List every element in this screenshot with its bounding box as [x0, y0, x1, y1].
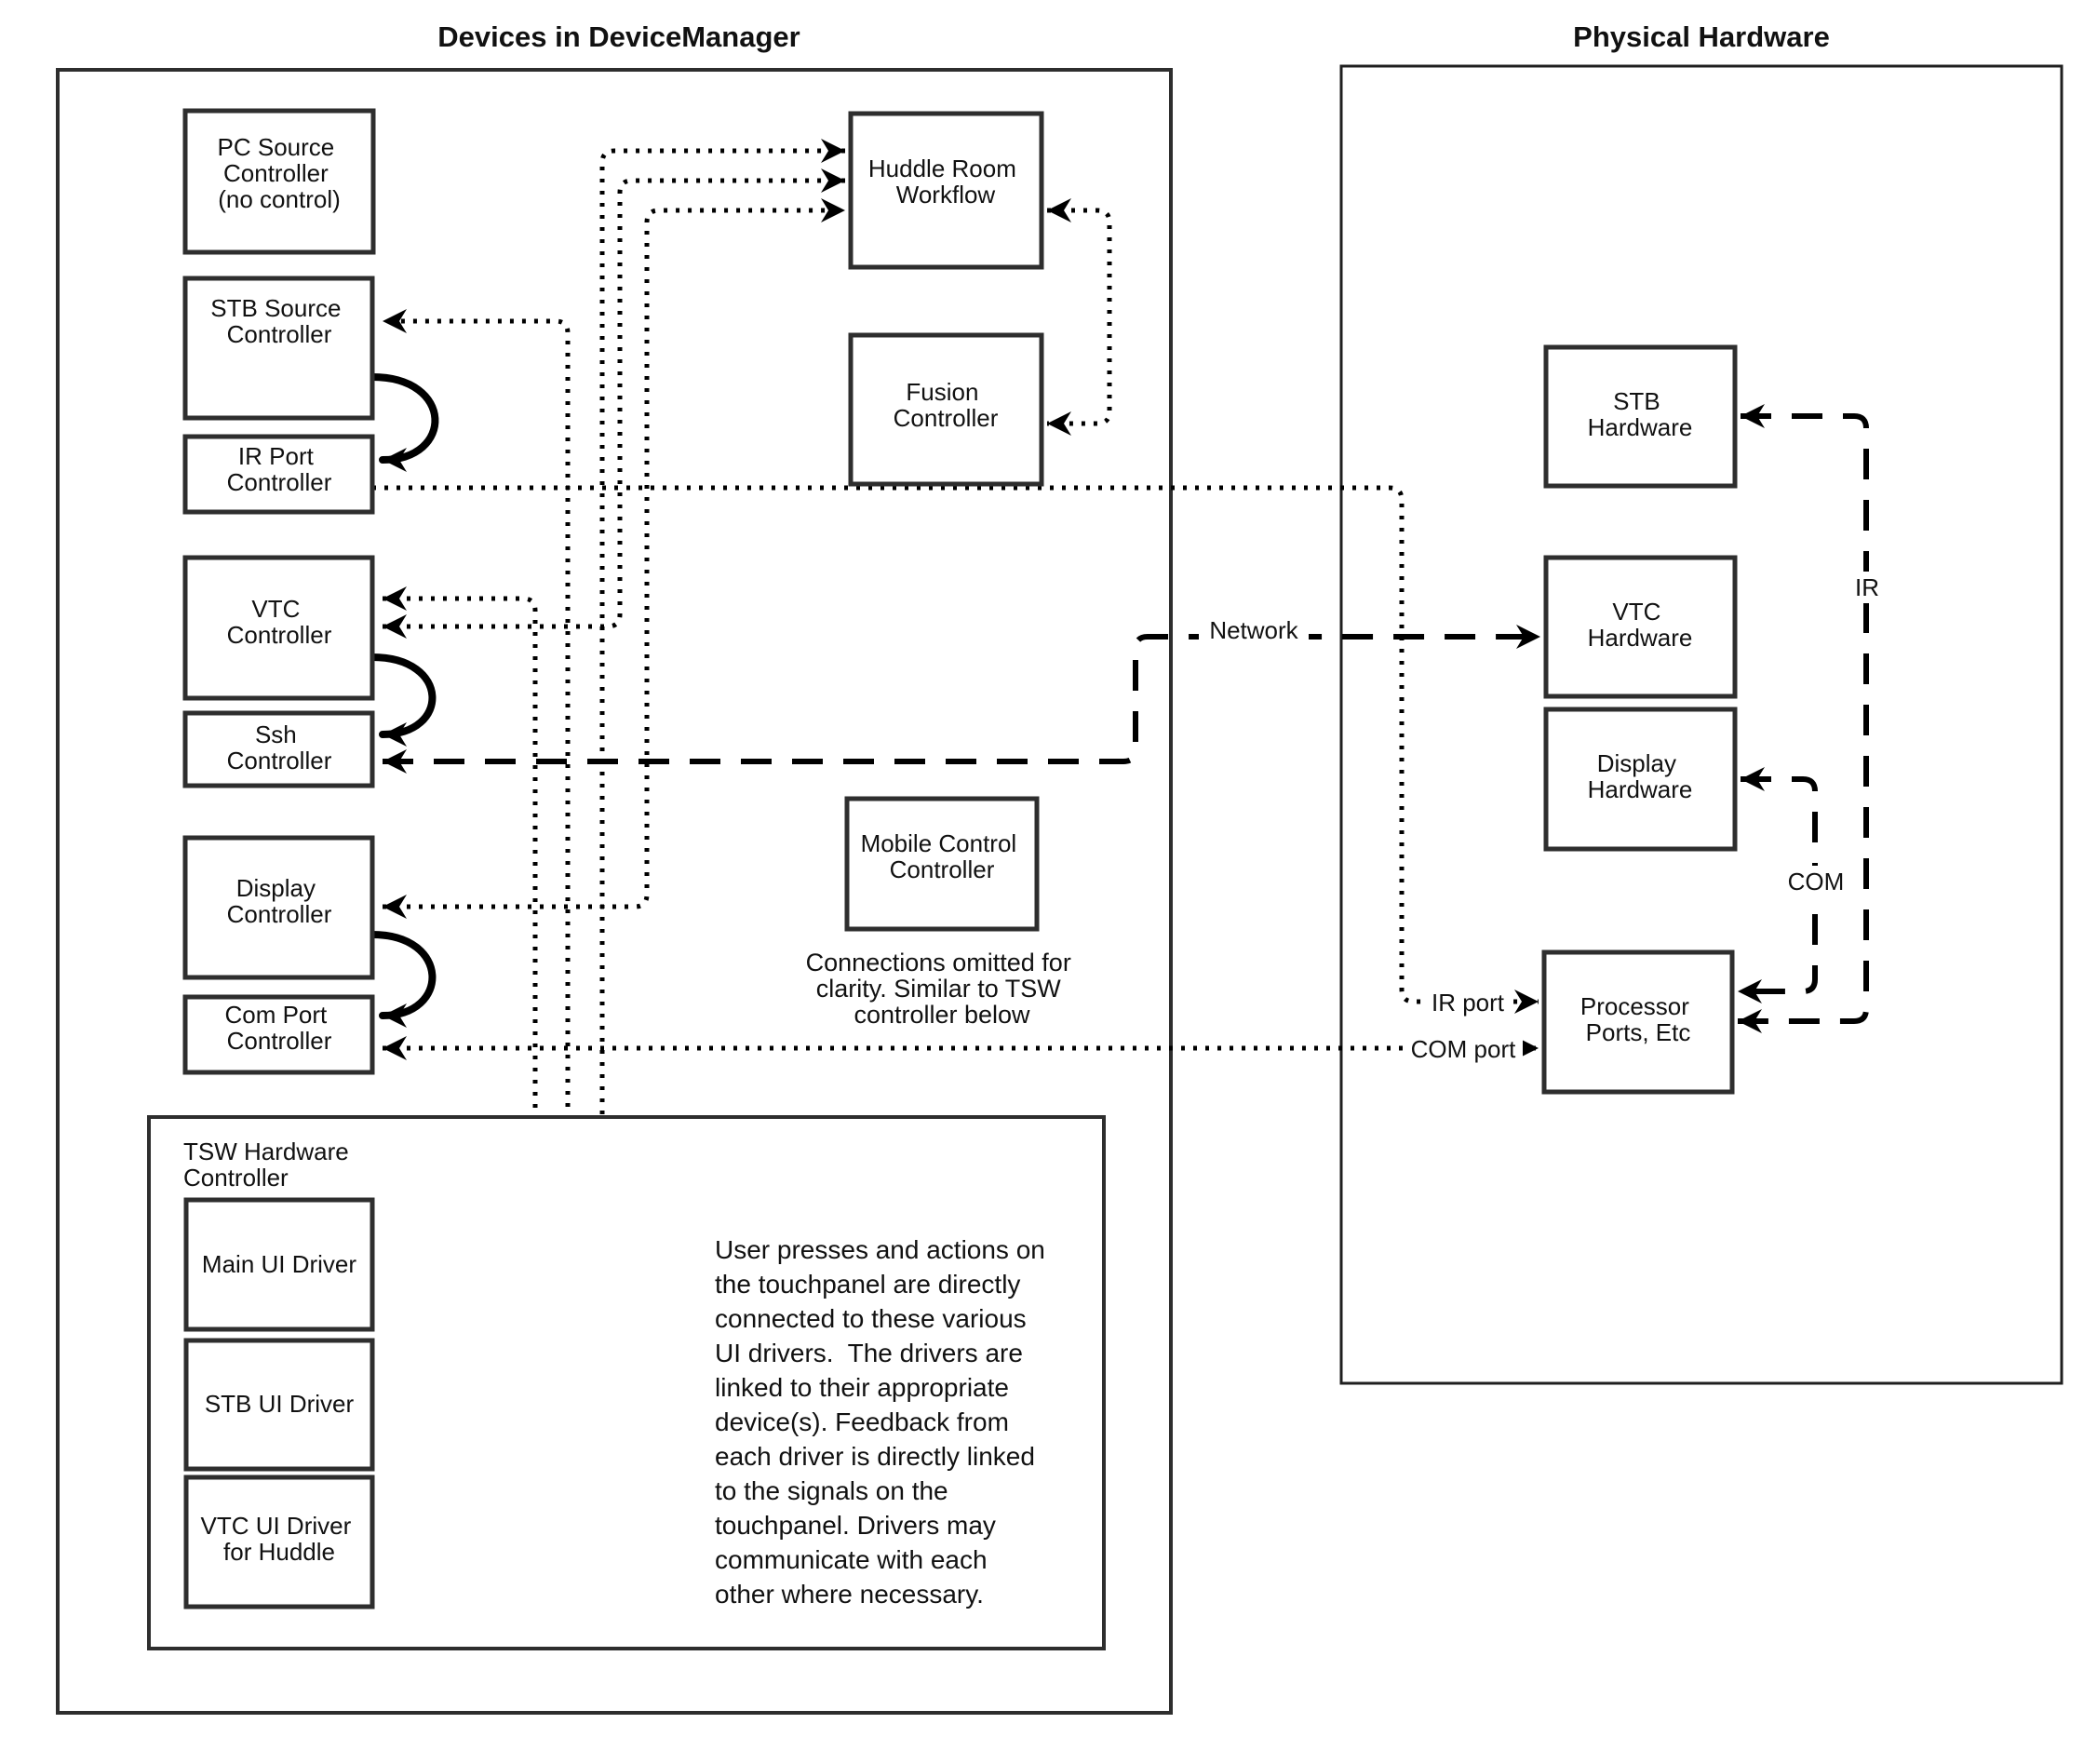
tsw-note-line8: to the signals on the: [715, 1476, 948, 1505]
tsw-note-line3: connected to these various: [715, 1304, 1027, 1333]
network-label-text: Network: [1209, 616, 1298, 644]
tsw-note-line9: touchpanel. Drivers may: [715, 1511, 996, 1540]
vtc-hw-line2: Hardware: [1587, 624, 1693, 652]
com-label-text: COM: [1787, 868, 1845, 895]
com-port-ctrl-line1: Com Port: [224, 1001, 328, 1029]
main-ui-label: Main UI Driver: [201, 1250, 357, 1278]
ir-port-label-text: IR port: [1431, 989, 1505, 1017]
node-ir-port-controller: [185, 437, 372, 512]
svg-text:PC Source Controller: [218, 133, 342, 213]
devices-panel-title: Devices in DeviceManager: [437, 20, 800, 53]
svg-text:Processor Ports, Etc: [1580, 992, 1696, 1046]
node-huddle-room-workflow: [851, 114, 1042, 267]
stb-ui-label: STB UI Driver: [204, 1390, 355, 1418]
tsw-note-line7: each driver is directly linked: [715, 1442, 1035, 1471]
node-vtc-ui-driver: [186, 1477, 372, 1607]
node-mobile-control-controller: [847, 799, 1037, 929]
huddle-line2: Workflow: [895, 181, 996, 209]
node-display-hardware: [1546, 709, 1735, 849]
mobile-line1: Mobile Control: [860, 829, 1017, 857]
com-port-label: [1404, 1032, 1523, 1064]
ir-label-text: IR: [1855, 573, 1879, 601]
vtc-ui-line1: VTC UI Driver: [200, 1512, 352, 1540]
omitted-line2: clarity. Similar to TSW: [815, 975, 1061, 1003]
network-label: [1199, 614, 1309, 646]
pc-source-line3: (no control): [218, 185, 341, 213]
tsw-note-line2: the touchpanel are directly: [715, 1270, 1021, 1299]
node-pc-source-controller: [185, 111, 373, 252]
fusion-line2: Controller: [893, 404, 999, 432]
svg-text:STB Source Controller: [210, 294, 347, 348]
node-stb-hardware: [1546, 347, 1735, 486]
mobile-line2: Controller: [889, 855, 995, 883]
ir-label: [1848, 572, 1886, 603]
ir-port-line1: IR Port: [237, 442, 314, 470]
node-stb-source-controller: [185, 278, 372, 418]
tsw-note-line4: UI drivers. The drivers are: [715, 1339, 1023, 1367]
display-line1: Display: [235, 874, 316, 902]
ssh-line2: Controller: [226, 747, 332, 774]
stb-source-line2: Controller: [226, 320, 332, 348]
ssh-line1: Ssh: [254, 720, 297, 748]
svg-text:Display Hardware: [1588, 749, 1693, 803]
stb-hw-line2: Hardware: [1587, 413, 1693, 441]
tsw-note-line1: User presses and actions on: [715, 1235, 1045, 1264]
com-port-label-text: COM port: [1410, 1035, 1516, 1063]
tsw-label-line2: Controller: [183, 1164, 289, 1192]
node-stb-ui-driver: [186, 1340, 372, 1469]
ir-port-line2: Controller: [226, 468, 332, 496]
ir-port-label: [1422, 986, 1513, 1017]
com-label: [1781, 866, 1850, 897]
svg-text:VTC UI Driver for Hudd: [200, 1512, 357, 1566]
pc-source-line1: PC Source: [217, 133, 335, 161]
huddle-line1: Huddle Room: [867, 155, 1016, 182]
display-hw-line2: Hardware: [1587, 775, 1693, 803]
svg-text:IR Port Controller: [227, 442, 332, 496]
tsw-note-line6: device(s). Feedback from: [715, 1407, 1009, 1436]
node-fusion-controller: [851, 335, 1042, 484]
node-processor-ports: [1544, 952, 1732, 1092]
svg-text:Com Port Controller: [224, 1001, 333, 1055]
stb-hw-line1: STB: [1613, 387, 1660, 415]
pc-source-line2: Controller: [223, 159, 329, 187]
com-port-ctrl-line2: Controller: [226, 1027, 332, 1055]
svg-text:Display Controller: [227, 874, 332, 928]
vtc-ui-line2: for Huddle: [223, 1538, 335, 1566]
hardware-panel-title: Physical Hardware: [1573, 20, 1830, 53]
display-hw-line1: Display: [1596, 749, 1677, 777]
node-main-ui-driver: [186, 1200, 372, 1329]
vtc-line1: VTC: [251, 595, 301, 623]
tsw-note-line10: communicate with each: [715, 1545, 988, 1574]
display-line2: Controller: [226, 900, 332, 928]
node-display-controller: [185, 838, 372, 977]
proc-line2: Ports, Etc: [1585, 1018, 1691, 1046]
node-vtc-hardware: [1546, 558, 1735, 696]
omitted-line3: controller below: [854, 1001, 1030, 1029]
vtc-line2: Controller: [226, 621, 332, 649]
stb-source-line1: STB Source: [210, 294, 342, 322]
node-ssh-controller: [185, 713, 372, 786]
fusion-line1: Fusion: [906, 378, 979, 406]
vtc-hw-line1: VTC: [1612, 598, 1661, 626]
tsw-note-line11: other where necessary.: [715, 1580, 984, 1609]
omitted-line1: Connections omitted for: [805, 949, 1071, 976]
tsw-label-line1: TSW Hardware: [183, 1138, 349, 1165]
node-com-port-controller: [185, 997, 372, 1072]
node-vtc-controller: [185, 558, 372, 698]
svg-text:Fusion Controller: [894, 378, 999, 432]
proc-line1: Processor: [1579, 992, 1689, 1020]
tsw-note-line5: linked to their appropriate: [715, 1373, 1009, 1402]
